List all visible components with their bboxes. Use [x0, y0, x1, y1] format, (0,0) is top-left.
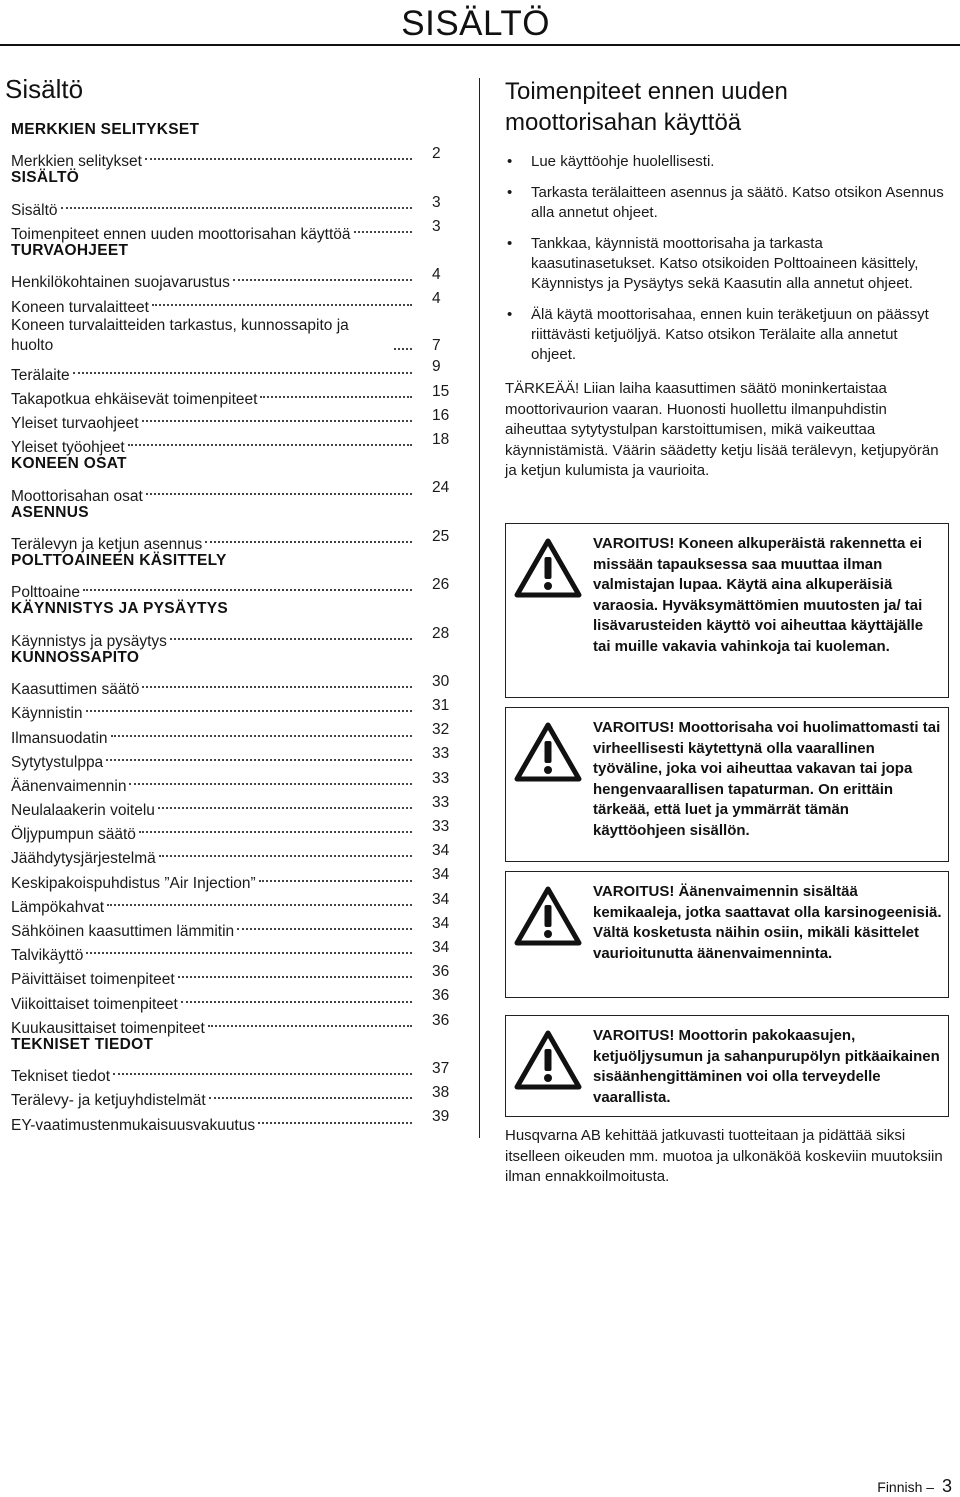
toc-dot-leader: [230, 263, 414, 287]
toc-entry-label: Keskipakoispuhdistus ”Air Injection”: [11, 874, 256, 892]
toc-page-number: 26: [432, 576, 450, 594]
toc-page-number: 36: [432, 1011, 450, 1029]
warning-triangle-icon: [514, 1030, 582, 1090]
toc-dot-leader: [391, 312, 414, 356]
section-heading: [505, 76, 945, 138]
list-item: [505, 305, 945, 365]
toc-entry: [11, 767, 451, 795]
page-header: [0, 0, 960, 48]
toc-entry: [11, 960, 451, 989]
toc-entry: [11, 476, 451, 505]
toc-entry-label: Jäähdytysjärjestelmä: [11, 850, 156, 868]
toc-page-number: 31: [432, 697, 450, 715]
toc-page-number: 38: [432, 1084, 450, 1102]
toc-entry-label: Henkilökohtainen suojavarustus: [11, 274, 230, 292]
toc-entry: [11, 622, 451, 650]
toc-dot-leader: [139, 404, 414, 428]
toc-entry-label: EY-vaatimustenmukaisuusvakuutus: [11, 1116, 256, 1134]
column-divider: [479, 78, 480, 1138]
toc-dot-leader: [70, 356, 414, 380]
toc-list: [11, 118, 451, 1134]
warning-box: [505, 707, 949, 862]
toc-dot-leader: [103, 743, 414, 767]
toc-entry: [11, 815, 451, 844]
toc-page-number: 34: [432, 866, 450, 884]
toc-entry: [11, 428, 451, 457]
bullet-icon: •: [507, 184, 513, 201]
toc-entry: [11, 694, 451, 723]
toc-page-number: 24: [432, 479, 450, 497]
toc-dot-leader: [257, 380, 414, 404]
toc-entry-label: Käynnistin: [11, 705, 83, 723]
toc-page-number: 7: [432, 336, 441, 354]
toc-page-number: 9: [432, 358, 441, 376]
toc-entry: [11, 791, 451, 820]
toc-entry: [11, 312, 451, 356]
warning-box: [505, 1015, 949, 1117]
list-item: [505, 152, 945, 172]
disclaimer-note: Husqvarna AB kehittää jatkuvasti tuotteitaan ja pidättää siksi itselleen oikeuden mm. muotoa ja ulkonäköä koskeviin muutoksiin ilman ennakkoilmoitusta.: [505, 1127, 943, 1185]
toc-page-number: 2: [432, 145, 441, 163]
bullet-icon: •: [507, 153, 513, 170]
header-rule: [0, 44, 960, 46]
toc-dot-leader: [125, 428, 414, 452]
toc-entry-label: Sisältö: [11, 201, 58, 219]
toc-entry: [11, 1009, 451, 1037]
toc-page-number: 18: [432, 431, 450, 449]
toc-page-number: 34: [432, 914, 450, 932]
toc-dot-leader: [108, 718, 414, 742]
toc-dot-leader: [202, 525, 414, 549]
toc-dot-leader: [126, 767, 414, 791]
toc-section-heading: KÄYNNISTYS JA PYSÄYTYS: [11, 600, 229, 618]
toc-dot-leader: [206, 1081, 414, 1105]
toc-section-heading: KUNNOSSAPITO: [11, 648, 140, 666]
toc-entry: [11, 888, 451, 916]
section-heading-line-2: moottorisahan käyttöä: [505, 109, 742, 136]
toc-dot-leader: [110, 1057, 414, 1081]
list-item-text: Älä käytä moottorisahaa, ennen kuin teräketjuun on päässyt riittävästi ketjuöljyä. Katso otsikon Terälaite alla annetut ohjeet.: [531, 306, 929, 363]
toc-entry-label: Merkkien selitykset: [11, 153, 142, 171]
toc-dot-leader: [83, 936, 414, 960]
toc-section-heading: ASENNUS: [11, 503, 89, 521]
toc-page-number: 37: [432, 1059, 450, 1077]
toc-page-number: 33: [432, 769, 450, 787]
toc-entry: [11, 404, 451, 433]
toc-entry-label: Toimenpiteet ennen uuden moottorisahan käyttöä: [11, 225, 351, 243]
toc-page-number: 36: [432, 963, 450, 981]
toc-entry: [11, 380, 451, 408]
toc-entry: [11, 863, 451, 892]
toc-page-number: 3: [432, 217, 441, 235]
toc-entry: [11, 142, 451, 171]
footer-page-number: 3: [941, 1476, 952, 1496]
toc-entry-label: Talvikäyttö: [11, 947, 84, 965]
list-item-text: Lue käyttöohje huolellisesti.: [531, 153, 715, 170]
toc-entry: [11, 1081, 451, 1110]
toc-entry-label: Koneen turvalaitteiden tarkastus, kunnossapito ja huolto: [11, 316, 349, 354]
toc-dot-leader: [256, 863, 414, 887]
toc-entry: [11, 263, 451, 292]
toc-entry-label: Neulalaakerin voitelu: [11, 802, 155, 820]
toc-title: Sisältö: [5, 74, 84, 104]
toc-entry: [11, 1105, 451, 1134]
toc-entry-label: Kuukausittaiset toimenpiteet: [11, 1019, 205, 1037]
toc-dot-leader: [234, 912, 414, 936]
warning-triangle-icon: [514, 722, 582, 782]
footer-separator: –: [926, 1479, 935, 1495]
toc-page-number: 3: [432, 193, 441, 211]
bullet-icon: •: [507, 235, 513, 252]
toc-entry-label: Äänenvaimennin: [11, 777, 127, 795]
toc-page-number: 33: [432, 745, 450, 763]
toc-page-number: 30: [432, 672, 450, 690]
toc-entry-label: Viikoittaiset toimenpiteet: [11, 995, 178, 1013]
toc-entry-label: Takapotkua ehkäisevät toimenpiteet: [11, 390, 258, 408]
toc-section-heading: TEKNISET TIEDOT: [11, 1035, 154, 1053]
toc-entry: [11, 743, 451, 771]
toc-page-number: 28: [432, 624, 450, 642]
toc-dot-leader: [149, 287, 414, 311]
toc-entry-label: Päivittäiset toimenpiteet: [11, 971, 175, 989]
toc-entry-label: Terälevy- ja ketjuyhdistelmät: [11, 1092, 206, 1110]
toc-entry-label: Tekniset tiedot: [11, 1068, 111, 1086]
toc-entry: [11, 573, 451, 602]
toc-entry: [11, 1057, 451, 1086]
toc-page-number: 33: [432, 818, 450, 836]
toc-page-number: 15: [432, 382, 450, 400]
toc-dot-leader: [205, 1009, 414, 1033]
toc-entry: [11, 718, 451, 747]
list-item-text: Tarkasta terälaitteen asennus ja säätö. Katso otsikon Asennus alla annetut ohjeet.: [531, 184, 944, 221]
warning-text: VAROITUS! Koneen alkuperäistä rakennetta ei missään tapauksessa saa muuttaa ilman valmistajan lupaa. Käytä aina alkuperäisiä varaosia. Hyväksymättömien muutosten ja/ tai lisävarusteiden käyttö voi aiheuttaa käyttäjälle tai muille vakavia vahinkoja tai kuoleman.: [593, 535, 924, 655]
toc-dot-leader: [143, 476, 414, 500]
toc-page-number: 34: [432, 842, 450, 860]
warning-box: [505, 871, 949, 998]
toc-page-number: 32: [432, 721, 450, 739]
toc-dot-leader: [167, 622, 414, 646]
bullet-icon: •: [507, 306, 513, 323]
toc-dot-leader: [155, 791, 414, 815]
toc-entry-label: Moottorisahan osat: [11, 487, 143, 505]
toc-section-heading: KONEEN OSAT: [11, 455, 127, 473]
toc-entry: [11, 287, 451, 316]
toc-entry-label: Koneen turvalaitteet: [11, 298, 149, 316]
footer-language: Finnish: [877, 1479, 923, 1495]
toc-entry-label: Käynnistys ja pysäytys: [11, 632, 167, 650]
checklist: [505, 152, 945, 365]
toc-dot-leader: [255, 1105, 414, 1129]
toc-page-number: 25: [432, 527, 450, 545]
toc-entry: [11, 984, 451, 1013]
toc-entry-label: Yleiset turvaohjeet: [11, 415, 139, 433]
list-item: [505, 183, 945, 223]
toc-entry-label: Yleiset työohjeet: [11, 439, 125, 457]
toc-entry: [11, 525, 451, 553]
warning-text: VAROITUS! Moottorisaha voi huolimattomasti tai virheellisesti käytettynä olla vaarallinen työväline, joka voi aiheuttaa vakavan tai jopa hengenvaarallisen tapaturman. On erittäin tärkeää, että luet ja ymmärrät tämän käyttöohjeen sisällön.: [593, 719, 941, 839]
toc-entry-label: Terälaite: [11, 366, 70, 384]
toc-entry-label: Terälevyn ja ketjun asennus: [11, 536, 203, 553]
toc-dot-leader: [178, 984, 414, 1008]
toc-entry: [11, 670, 451, 699]
toc-entry-label: Lämpökahvat: [11, 898, 105, 916]
toc-section-heading: SISÄLTÖ: [11, 169, 80, 187]
toc-dot-leader: [156, 839, 414, 863]
toc-dot-leader: [136, 815, 414, 839]
page-header-title: SISÄLTÖ: [401, 4, 550, 43]
toc-section-heading: TURVAOHJEET: [11, 241, 129, 259]
toc-dot-leader: [351, 215, 414, 239]
toc-section-heading: MERKKIEN SELITYKSET: [11, 121, 200, 138]
toc-dot-leader: [80, 573, 414, 597]
toc-page-number: 4: [432, 290, 441, 308]
toc-dot-leader: [104, 888, 414, 912]
toc-entry: [11, 936, 451, 965]
toc-entry-label: Ilmansuodatin: [11, 729, 108, 747]
toc-entry-label: Sähköinen kaasuttimen lämmitin: [11, 923, 235, 940]
toc-page-number: 16: [432, 406, 450, 424]
warning-text: VAROITUS! Moottorin pakokaasujen, ketjuöljysumun ja sahanpurupölyn pitkäaikainen sisäänhengittäminen voi olla terveydelle vaarallista.: [593, 1027, 940, 1106]
toc-page-number: 34: [432, 890, 450, 908]
toc-page-number: 39: [432, 1108, 450, 1126]
toc-entry-label: Polttoaine: [11, 584, 80, 602]
toc-entry-label: Kaasuttimen säätö: [11, 681, 140, 699]
toc-page-number: 33: [432, 793, 450, 811]
list-item-text: Tankkaa, käynnistä moottorisaha ja tarkasta kaasutinasetukset. Katso otsikoiden Polttoaineen käsittely, Käynnistys ja Pysäytys sekä Kaasutin alla annetut ohjeet.: [531, 235, 919, 292]
toc-entry: [11, 839, 451, 868]
toc-entry: [11, 356, 451, 384]
warning-triangle-icon: [514, 538, 582, 598]
toc-dot-leader: [175, 960, 414, 984]
toc-entry: [11, 191, 451, 219]
toc-dot-leader: [139, 670, 414, 694]
toc-entry-label: Öljypumpun säätö: [11, 826, 136, 844]
toc-dot-leader: [83, 694, 414, 718]
important-note: TÄRKEÄÄ! Liian laiha kaasuttimen säätö moninkertaistaa moottorivaurion vaaran. Huonosti huollettu ilmanpuhdistin aiheuttaa sytytystulpan karstoittumisen, mikä vaikeuttaa käynnistämistä. Väärin säädetty ketju lisää terälevyn, ketjupyörän ja ketjun kulumista ja vaurioita.: [505, 380, 939, 479]
toc-section-heading: POLTTOAINEEN KÄSITTELY: [11, 552, 227, 569]
toc-entry: [11, 912, 451, 940]
warning-box: [505, 523, 949, 698]
list-item: [505, 234, 945, 294]
toc-page-number: 34: [432, 938, 450, 956]
section-heading-line-1: Toimenpiteet ennen uuden: [505, 78, 788, 105]
toc-page-number: 4: [432, 266, 441, 284]
toc-entry: [11, 215, 451, 243]
warning-text: VAROITUS! Äänenvaimennin sisältää kemikaaleja, jotka saattavat olla karsinogeenisiä. Vältä kosketusta näihin osiin, mikäli käsittelet vaurioitunutta äänenvaimenninta.: [593, 883, 942, 962]
toc-dot-leader: [142, 142, 414, 166]
toc-page-number: 36: [432, 987, 450, 1005]
warning-triangle-icon: [514, 886, 582, 946]
toc-dot-leader: [58, 191, 414, 215]
toc-entry-label: Sytytystulppa: [11, 753, 104, 771]
intro-section: [505, 76, 945, 482]
